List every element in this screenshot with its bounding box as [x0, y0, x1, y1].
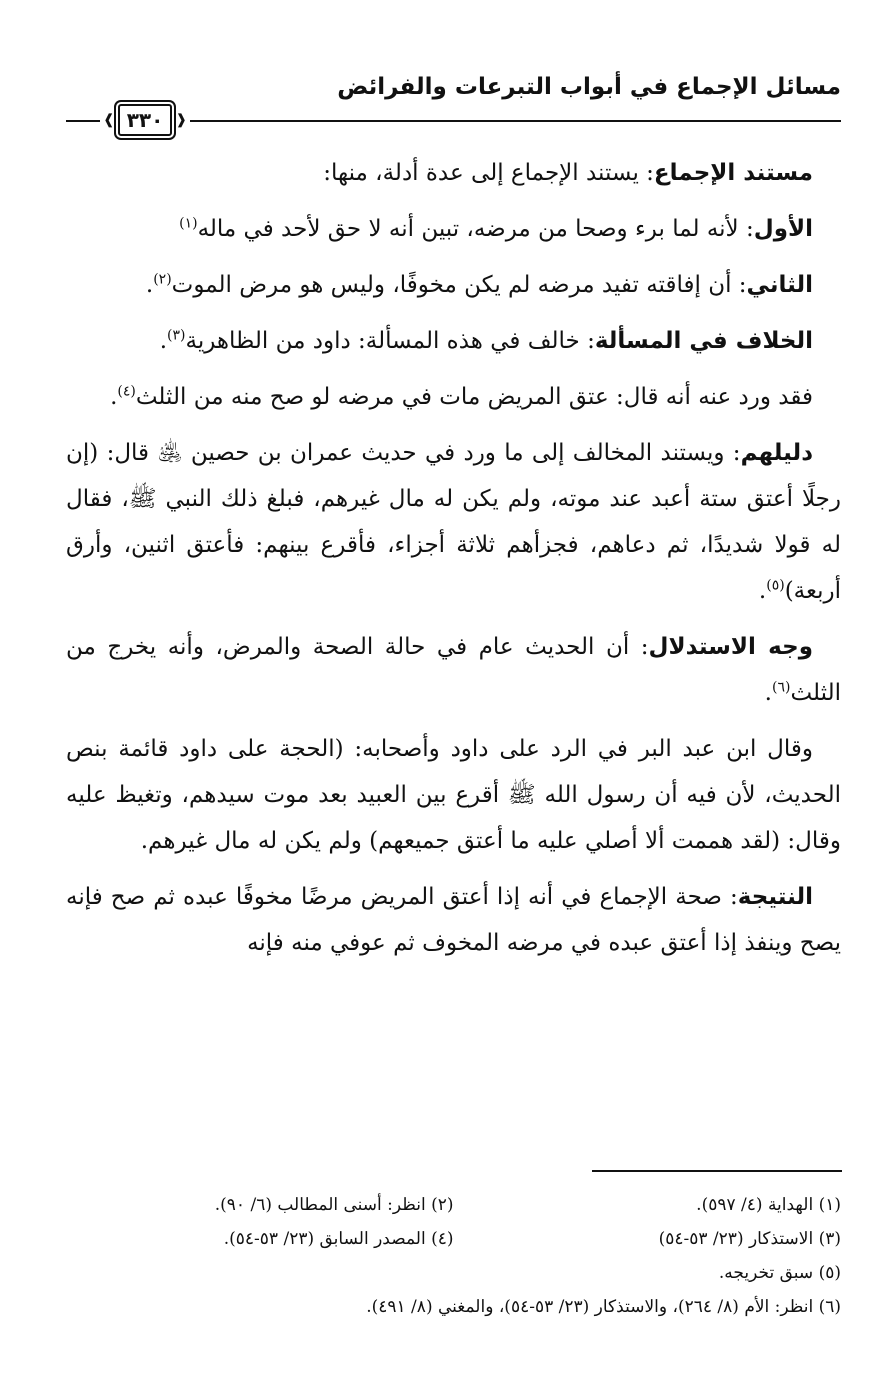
- running-title: مسائل الإجماع في أبواب التبرعات والفرائض: [337, 74, 841, 100]
- paragraph-label: وجه الاستدلال: [648, 634, 813, 660]
- footnote-divider: [592, 1170, 842, 1172]
- footnote-row: [66, 1222, 841, 1256]
- ornament-icon: ❰: [175, 112, 188, 128]
- paragraph-end: .: [758, 578, 767, 604]
- footnote-2: (٢) انظر: أسنى المطالب (٦/ ٩٠).: [214, 1195, 454, 1215]
- paragraph-text: : صحة الإجماع في أنه إذا أعتق المريض مرضًا مخوفًا عبده ثم صح فإنه يصح وينفذ إذا أعتق عبده في مرضه المخوف ثم عوفي منه فإنه: [66, 884, 841, 956]
- paragraph-label: دليلهم: [740, 440, 813, 466]
- footnote-1: (١) الهداية (٤/ ٥٩٧).: [696, 1195, 841, 1215]
- paragraph-first-evidence: [66, 206, 841, 252]
- paragraph-text: فقد ورد عنه أنه قال: عتق المريض مات في مرضه لو صح منه من الثلث: [135, 384, 813, 410]
- paragraph-label: الأول: [753, 216, 813, 242]
- footnotes: [66, 1188, 841, 1324]
- footnote-ref[interactable]: (٥): [766, 577, 785, 594]
- ornament-icon: ❱: [102, 112, 115, 128]
- paragraph-text: : أن الحديث عام في حالة الصحة والمرض، وأنه يخرج من الثلث: [66, 634, 841, 706]
- paragraph-label: النتيجة: [737, 884, 814, 910]
- page-number-ornament: [100, 102, 190, 138]
- footnote-row: [66, 1188, 841, 1222]
- paragraph-end: .: [764, 680, 772, 706]
- paragraph-inference: [66, 624, 841, 716]
- paragraph-label: الخلاف في المسألة: [594, 328, 813, 354]
- main-text: [66, 150, 841, 976]
- paragraph-text: : أن إفاقته تفيد مرضه لم يكن مخوفًا، وليس هو مرض الموت: [171, 272, 747, 298]
- paragraph-text: : خالف في هذه المسألة: داود من الظاهرية: [185, 328, 595, 354]
- paragraph-end: .: [145, 272, 154, 298]
- footnote-ref[interactable]: (٦): [771, 679, 791, 696]
- footnote-6: (٦) انظر: الأم (٨/ ٢٦٤)، والاستذكار (٢٣/ ٥٣-٥٤)، والمغني (٨/ ٤٩١).: [366, 1297, 841, 1317]
- paragraph-end: .: [110, 384, 118, 410]
- footnote-3: (٣) الاستذكار (٢٣/ ٥٣-٥٤): [658, 1229, 841, 1249]
- paragraph-mustanad: [66, 150, 841, 196]
- paragraph-disagreement: [66, 318, 841, 364]
- paragraph-label: الثاني: [746, 272, 813, 298]
- paragraph-ibn-abd-al-barr: [66, 726, 841, 864]
- footnote-ref[interactable]: (٣): [167, 327, 186, 344]
- paragraph-report: [66, 374, 841, 420]
- page-number: ٣٣٠: [118, 104, 173, 136]
- paragraph-label: مستند الإجماع: [653, 160, 813, 186]
- paragraph-result: [66, 874, 841, 966]
- footnote-4: (٤) المصدر السابق (٢٣/ ٥٣-٥٤).: [223, 1229, 454, 1249]
- page-header: [66, 74, 841, 130]
- footnote-ref[interactable]: (٤): [117, 383, 136, 400]
- footnote-5: (٥) سبق تخريجه.: [718, 1263, 841, 1283]
- footnote-ref[interactable]: (١): [179, 215, 198, 232]
- paragraph-their-evidence: [66, 430, 841, 614]
- paragraph-text: : يستند الإجماع إلى عدة أدلة، منها:: [323, 160, 654, 186]
- paragraph-end: .: [159, 328, 168, 354]
- paragraph-second-evidence: [66, 262, 841, 308]
- paragraph-text: : لأنه لما برء وصحا من مرضه، تبين أنه لا حق لأحد في ماله: [197, 216, 754, 242]
- paragraph-text: وقال ابن عبد البر في الرد على داود وأصحابه: (الحجة على داود قائمة بنص الحديث، لأن فيه أن رسول الله ﷺ أقرع بين العبيد بعد موت سيدهم، وتغيظ عليه وقال: (لقد هممت ألا أصلي عليه ما أعتق جميعهم) ولم يكن له مال غيرهم.: [66, 736, 841, 854]
- footnote-ref[interactable]: (٢): [153, 271, 172, 288]
- paragraph-text: : ويستند المخالف إلى ما ورد في حديث عمران بن حصين ﵁ قال: (إن رجلًا أعتق ستة أعبد عند موته، ولم يكن له مال غيرهم، فبلغ ذلك النبي ﷺ، فقال له قولا شديدًا، ثم دعاهم، فجزأهم ثلاثة أجزاء، فأقرع بينهم: فأعتق اثنين، وأرق أربعة): [66, 440, 841, 604]
